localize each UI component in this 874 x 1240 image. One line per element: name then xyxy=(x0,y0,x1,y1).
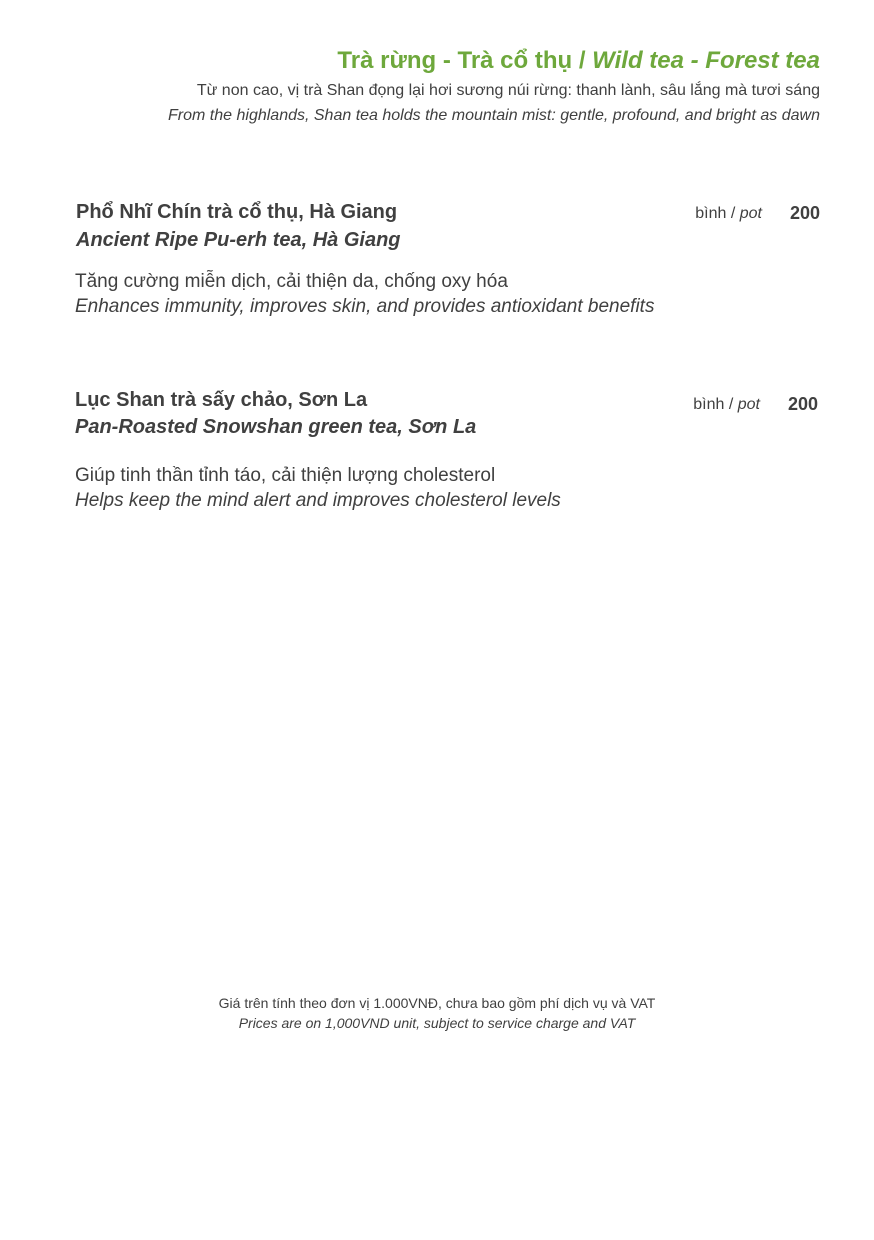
section-header xyxy=(168,44,820,128)
section-title-en: Wild tea - Forest tea xyxy=(592,47,820,74)
item-unit-en: pot xyxy=(737,396,760,413)
price-note-vi: Giá trên tính theo đơn vị 1.000VNĐ, chưa bao gồm phí dịch vụ và VAT xyxy=(218,995,656,1011)
item-desc-en: Enhances immunity, improves skin, and provides antioxidant benefits xyxy=(75,296,655,317)
section-title xyxy=(168,44,820,78)
section-title-vi: Trà rừng - Trà cổ thụ / xyxy=(337,47,593,74)
item-unit xyxy=(693,393,760,417)
price-note-en: Prices are on 1,000VND unit, subject to service charge and VAT xyxy=(238,1015,636,1031)
price-note xyxy=(0,993,874,1033)
item-unit xyxy=(695,202,762,226)
item-desc-vi: Giúp tinh thần tỉnh táo, cải thiện lượng cholesterol xyxy=(75,465,496,486)
item-name-en: Ancient Ripe Pu-erh tea, Hà Giang xyxy=(76,229,401,251)
item-unit-vi: bình / xyxy=(693,396,738,413)
item-desc-en: Helps keep the mind alert and improves cholesterol levels xyxy=(75,490,561,511)
section-subtitle-vi: Từ non cao, vị trà Shan đọng lại hơi sương núi rừng: thanh lành, sâu lắng mà tươi sáng xyxy=(196,82,820,99)
item-desc-vi: Tăng cường miễn dịch, cải thiện da, chống oxy hóa xyxy=(75,271,508,292)
item-name-vi: Lục Shan trà sấy chảo, Sơn La xyxy=(75,389,368,411)
item-unit-vi: bình / xyxy=(695,205,740,222)
item-price: 200 xyxy=(789,203,820,223)
item-unit-en: pot xyxy=(739,205,762,222)
item-name-vi: Phổ Nhĩ Chín trà cổ thụ, Hà Giang xyxy=(76,201,398,223)
item-price: 200 xyxy=(787,394,818,414)
item-name-en: Pan-Roasted Snowshan green tea, Sơn La xyxy=(75,416,477,438)
section-subtitle-en: From the highlands, Shan tea holds the mountain mist: gentle, profound, and bright as dawn xyxy=(168,107,820,124)
